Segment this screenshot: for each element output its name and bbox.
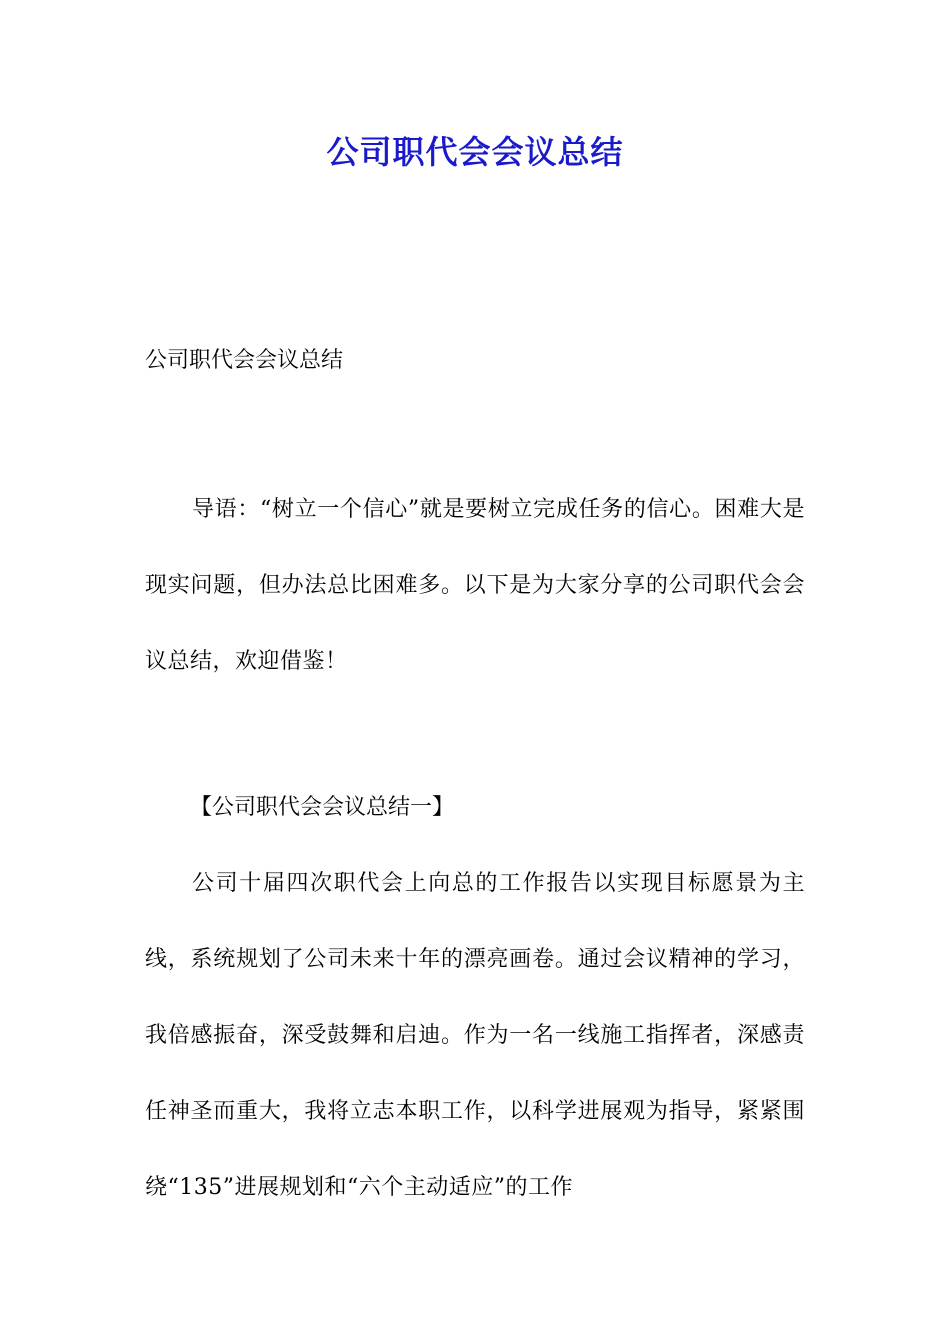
section-heading: 【公司职代会会议总结一】 <box>190 795 455 820</box>
document-subtitle: 公司职代会会议总结 <box>145 348 344 373</box>
intro-paragraph: 导语：“树立一个信心”就是要树立完成任务的信心。困难大是现实问题，但办法总比困难多。以下是为大家分享的公司职代会会议总结，欢迎借鉴！ <box>145 497 805 674</box>
section-body-paragraph: 公司十届四次职代会上向总的工作报告以实现目标愿景为主线，系统规划了公司未来十年的漂亮画卷。通过会议精神的学习，我倍感振奋，深受鼓舞和启迪。作为一名一线施工指挥者，深感责任神圣而重大，我将立志本职工作，以科学进展观为指导，紧紧围绕“135”进展规划和“六个主动适应”的工作 <box>145 871 805 1200</box>
document-title: 公司职代会会议总结 <box>326 133 624 171</box>
